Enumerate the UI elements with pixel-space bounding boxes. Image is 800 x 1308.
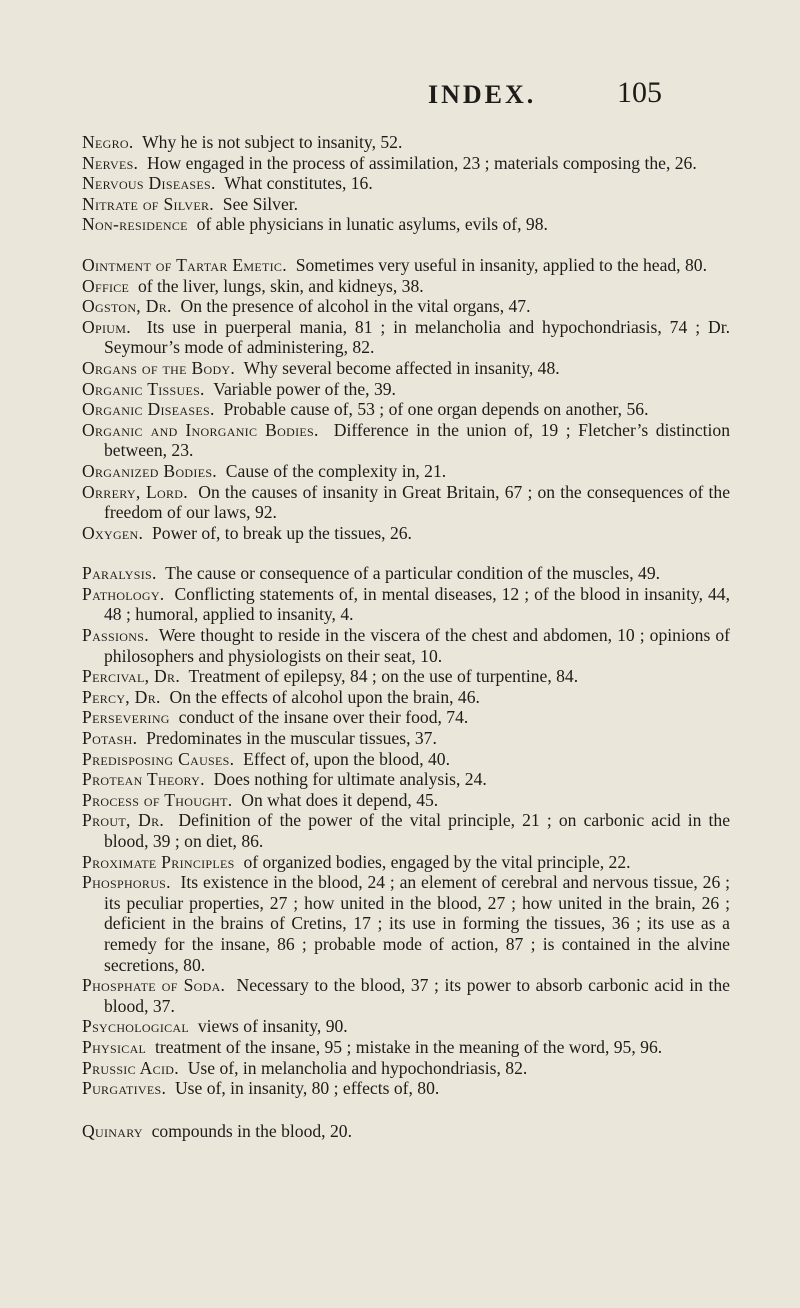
entry-text: Were thought to reside in the viscera of the chest and abdomen, 10 ; opinions of philosophers and physiologists on their seat, 10. bbox=[104, 625, 730, 666]
entry-term: Negro. bbox=[82, 132, 134, 152]
index-entry bbox=[82, 420, 730, 461]
entry-term: Organs of the Body. bbox=[82, 357, 236, 378]
index-entry bbox=[82, 749, 730, 770]
entry-text: Difference in the union of, 19 ; Fletcher’s distinction between, 23. bbox=[104, 419, 731, 461]
entry-text: Its existence in the blood, 24 ; an element of cerebral and nervous tissue, 26 ; its peculiar properties, 27 ; how united in the blood, 27 ; how united in the brain, 26 ; deficient in the brains of Cretins, 17 ; its use in forming the tissues, 36 ; its use as a remedy for the insane, 86 ; probable mode of action, 87 ; is contained in the alvine secretions, 80. bbox=[104, 872, 730, 975]
entry-term: Office bbox=[82, 275, 130, 296]
entry-text: Conflicting statements of, in mental diseases, 12 ; of the blood in insanity, 44, 48 ; humoral, applied to insanity, 4. bbox=[104, 583, 731, 625]
entry-text: On what does it depend, 45. bbox=[241, 789, 439, 810]
entry-term: Purgatives. bbox=[82, 1078, 167, 1099]
page-number: 105 bbox=[617, 76, 662, 109]
entry-text: Probable cause of, 53 ; of one organ depends on another, 56. bbox=[223, 399, 649, 420]
index-entry bbox=[82, 975, 730, 1016]
entry-term: Quinary bbox=[82, 1120, 143, 1141]
index-entry bbox=[82, 584, 730, 625]
entry-term: Passions. bbox=[82, 625, 149, 646]
section-gap bbox=[82, 1099, 730, 1121]
entry-text: The cause or consequence of a particular condition of the muscles, 49. bbox=[165, 563, 661, 584]
entry-text: of the liver, lungs, skin, and kidneys, 38. bbox=[137, 275, 424, 296]
entry-text: treatment of the insane, 95 ; mistake in the meaning of the word, 95, 96. bbox=[154, 1036, 663, 1057]
entry-text: Its use in puerperal mania, 81 ; in melancholia and hypochondriasis, 74 ; Dr. Seymour’s mode of administering, 82. bbox=[104, 316, 730, 358]
entry-text: Effect of, upon the blood, 40. bbox=[243, 748, 450, 769]
section-gap bbox=[82, 543, 730, 563]
index-entry bbox=[82, 255, 730, 276]
index-entry bbox=[82, 810, 730, 851]
index-entry bbox=[82, 852, 730, 873]
index-entry bbox=[82, 461, 730, 482]
index-entry bbox=[82, 666, 730, 687]
entry-term: Physical bbox=[82, 1036, 147, 1057]
index-entry bbox=[82, 687, 730, 708]
entry-term: Orrery, Lord. bbox=[82, 481, 188, 502]
section-gap bbox=[82, 235, 730, 255]
entry-term: Nitrate of Silver. bbox=[82, 193, 214, 214]
index-entry bbox=[82, 1058, 730, 1079]
entry-term: Paralysis. bbox=[82, 563, 157, 584]
entry-text: Why he is not subject to insanity, 52. bbox=[142, 132, 403, 152]
entry-text: How engaged in the process of assimilation, 23 ; materials composing the, 26. bbox=[147, 152, 697, 173]
entry-term: Organic and Inorganic Bodies. bbox=[82, 419, 319, 440]
entry-text: conduct of the insane over their food, 74. bbox=[178, 707, 469, 728]
entry-text: On the causes of insanity in Great Britain, 67 ; on the consequences of the freedom of our laws, 92. bbox=[104, 481, 731, 523]
entry-term: Phosphorus. bbox=[82, 872, 171, 893]
entry-term: Persevering bbox=[82, 707, 170, 728]
entry-text: of able physicians in lunatic asylums, evils of, 98. bbox=[196, 214, 548, 235]
entry-term: Organic Diseases. bbox=[82, 399, 215, 420]
entry-term: Non-residence bbox=[82, 214, 188, 235]
index-entry bbox=[82, 872, 730, 975]
index-entry bbox=[82, 1016, 730, 1037]
entry-text: Does nothing for ultimate analysis, 24. bbox=[213, 769, 487, 790]
entry-term: Predisposing Causes. bbox=[82, 748, 235, 769]
entry-term: Ogston, Dr. bbox=[82, 296, 172, 317]
index-entry bbox=[82, 1037, 730, 1058]
index-entry bbox=[82, 1121, 730, 1142]
index-entry bbox=[82, 1078, 730, 1099]
entry-text: See Silver. bbox=[222, 193, 299, 214]
index-entry bbox=[82, 296, 730, 317]
entry-text: Cause of the complexity in, 21. bbox=[225, 460, 447, 481]
entry-term: Percy, Dr. bbox=[82, 686, 161, 707]
index-entry bbox=[82, 399, 730, 420]
index-entry bbox=[82, 194, 730, 215]
entry-term: Percival, Dr. bbox=[82, 666, 181, 687]
index-entry bbox=[82, 132, 730, 153]
entry-term: Organic Tissues. bbox=[82, 378, 205, 399]
entry-term: Psychological bbox=[82, 1016, 190, 1037]
index-entry bbox=[82, 790, 730, 811]
entry-term: Nerves. bbox=[82, 152, 139, 173]
entry-text: Why several become affected in insanity, 48. bbox=[243, 357, 560, 378]
entry-text: Use of, in insanity, 80 ; effects of, 80. bbox=[174, 1078, 440, 1099]
entry-text: On the presence of alcohol in the vital organs, 47. bbox=[180, 296, 531, 317]
entry-text: Power of, to break up the tissues, 26. bbox=[152, 522, 412, 543]
entry-text: Variable power of the, 39. bbox=[213, 378, 396, 399]
entry-term: Protean Theory. bbox=[82, 769, 205, 790]
index-entry bbox=[82, 728, 730, 749]
index-entry bbox=[82, 523, 730, 544]
index-entry bbox=[82, 563, 730, 584]
entry-term: Prussic Acid. bbox=[82, 1057, 179, 1078]
entry-text: Use of, in melancholia and hypochondriasis, 82. bbox=[187, 1057, 528, 1078]
index-entry bbox=[82, 214, 730, 235]
entry-term: Proximate Principles bbox=[82, 851, 235, 872]
page-header bbox=[82, 0, 730, 132]
index-entry bbox=[82, 379, 730, 400]
index-entry bbox=[82, 707, 730, 728]
entry-text: compounds in the blood, 20. bbox=[151, 1120, 352, 1141]
entry-text: Definition of the power of the vital principle, 21 ; on carbonic acid in the blood, 39 ; on diet, 86. bbox=[104, 810, 731, 851]
running-title: INDEX. bbox=[428, 80, 537, 109]
entry-term: Process of Thought. bbox=[82, 789, 233, 810]
entry-term: Organized Bodies. bbox=[82, 460, 217, 481]
index-entry bbox=[82, 153, 730, 174]
index-entry bbox=[82, 769, 730, 790]
index-entry bbox=[82, 276, 730, 297]
entry-term: Prout, Dr. bbox=[82, 810, 165, 831]
entry-text: On the effects of alcohol upon the brain, 46. bbox=[169, 686, 480, 707]
entry-term: Oxygen. bbox=[82, 522, 144, 543]
index-entry bbox=[82, 358, 730, 379]
entry-text: Predominates in the muscular tissues, 37. bbox=[146, 728, 437, 749]
entry-text: Necessary to the blood, 37 ; its power to absorb carbonic acid in the blood, 37. bbox=[104, 975, 730, 1016]
entry-term: Potash. bbox=[82, 728, 138, 749]
entry-text: of organized bodies, engaged by the vital principle, 22. bbox=[243, 851, 631, 872]
entry-text: What constitutes, 16. bbox=[224, 173, 373, 194]
index-entry bbox=[82, 173, 730, 194]
entry-term: Opium. bbox=[82, 316, 131, 337]
index-entries bbox=[82, 132, 730, 1141]
entry-term: Phosphate of Soda. bbox=[82, 975, 226, 996]
entry-text: views of insanity, 90. bbox=[197, 1016, 348, 1037]
entry-text: Treatment of epilepsy, 84 ; on the use of turpentine, 84. bbox=[188, 666, 579, 687]
entry-term: Ointment of Tartar Emetic. bbox=[82, 254, 287, 275]
entry-text: Sometimes very useful in insanity, applied to the head, 80. bbox=[295, 254, 707, 275]
entry-term: Nervous Diseases. bbox=[82, 173, 216, 194]
index-entry bbox=[82, 482, 730, 523]
entry-term: Pathology. bbox=[82, 583, 165, 604]
index-entry bbox=[82, 317, 730, 358]
index-entry bbox=[82, 625, 730, 666]
